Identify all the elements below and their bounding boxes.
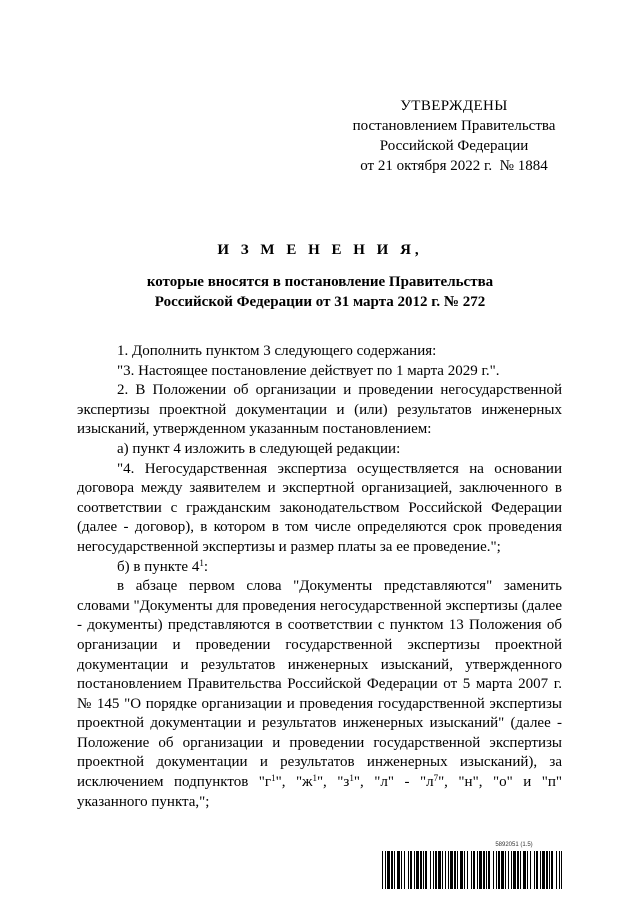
approval-title: УТВЕРЖДЕНЫ [400, 98, 508, 114]
subtitle-line-1: которые вносятся в постановление Правительства [146, 274, 494, 290]
paragraph-6-text: б) в пункте 4 [117, 558, 200, 575]
paragraph-4: а) пункт 4 изложить в следующей редакции: [117, 440, 401, 457]
paragraph-7-text-4: ", "л" - "л [353, 774, 434, 791]
paragraph-2: "3. Настоящее постановление действует по 1 марта 2029 г.". [117, 362, 500, 379]
document-code: 5892051 (1.5) [495, 842, 533, 848]
document-body [77, 342, 562, 812]
approval-line-2: Российской Федерации [379, 138, 529, 154]
approval-line-1: постановлением Правительства [352, 118, 556, 134]
subtitle-line-2: Российской Федерации от 31 марта 2012 г. № 272 [154, 294, 486, 310]
approval-line-3: от 21 октября 2022 г. № 1884 [360, 158, 548, 174]
paragraph-7-sup-3: 1 [349, 773, 354, 784]
paragraph-6-superscript: 1 [199, 557, 204, 568]
paragraph-6 [77, 558, 562, 578]
paragraph-7-text-2: ", "ж [275, 774, 313, 791]
paragraph-6-end: : [203, 558, 208, 575]
paragraph-7-sup-4: 7 [433, 773, 439, 784]
barcode-image [382, 851, 562, 889]
paragraph-7-text-3: ", "з [316, 774, 350, 791]
paragraph-1: 1. Дополнить пунктом 3 следующего содержания: [117, 343, 437, 359]
document-title: И З М Е Н Е Н И Я, [217, 242, 423, 258]
paragraph-7-sup-2: 1 [312, 773, 317, 784]
paragraph-7-text-5: ", "н", "о" и "п" указанного пункта,"; [77, 774, 562, 810]
paragraph-5: "4. Негосударственная экспертиза осуществляется на основании договора между заявителем и экспертной организацией, заключенного в соответствии с гражданским законодательством Российской Федерации (далее - договор), в котором в том числе определяются срок проведения негосударственной экспертизы и размер платы за ее проведение."; [77, 460, 562, 555]
paragraph-3: 2. В Положении об организации и проведении негосударственной экспертизы проектной документации и (или) результатов инженерных изысканий, утвержденном указанным постановлением: [77, 382, 562, 438]
approval-stamp [330, 96, 578, 176]
paragraph-7-sup-1: 1 [271, 773, 276, 784]
document-subtitle [0, 272, 640, 312]
paragraph-7-text-1: в абзаце первом слова "Документы представляются" заменить словами "Документы для проведения негосударственной экспертизы (далее - документы) представляются в соответствии с пунктом 13 Положения об организации и проведении государственной экспертизы проектной документации и результатов инженерных изысканий, утвержденного постановлением Правительства Российской Федерации от 5 марта 2007 г. № 145 "О порядке организации и проведения государственной экспертизы проектной документации и результатов инженерных изысканий" (далее - Положение об организации и проведении государственной экспертизы проектной документации и результатов инженерных изысканий), за исключением подпунктов "г [77, 578, 562, 791]
document-heading [0, 240, 640, 312]
paragraph-7 [77, 577, 562, 812]
